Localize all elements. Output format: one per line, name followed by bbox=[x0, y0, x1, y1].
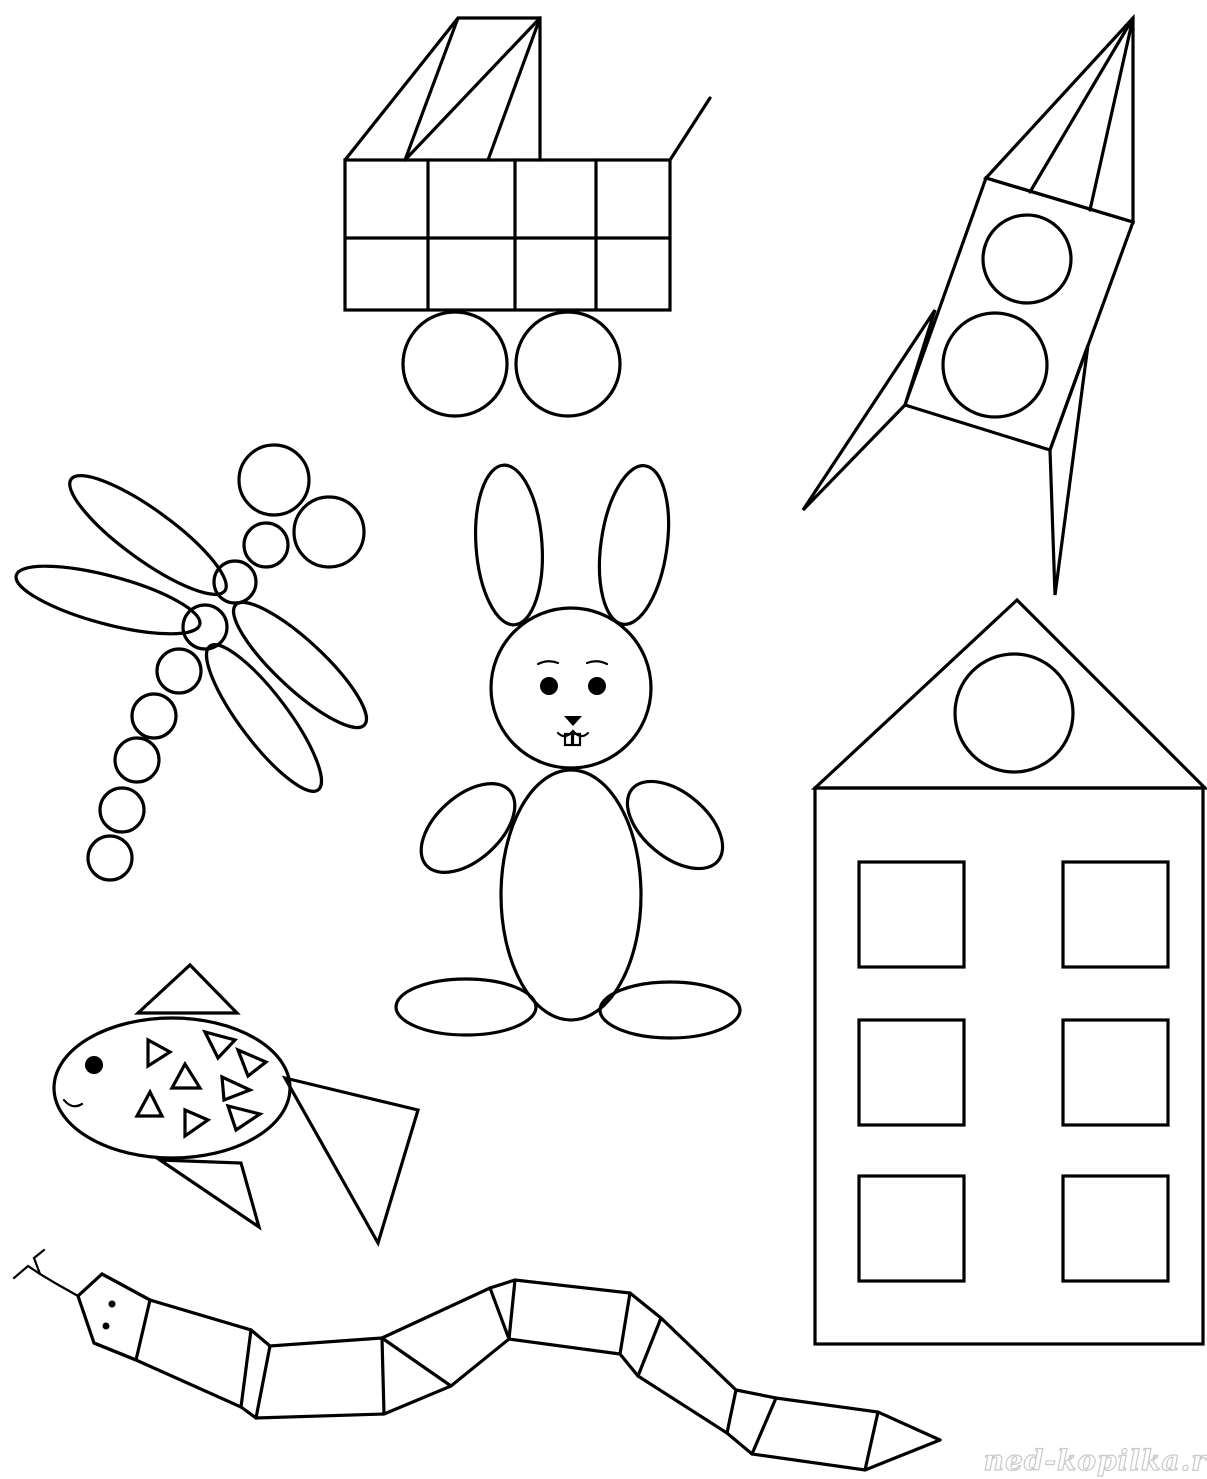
fish-bottom-fin bbox=[160, 1160, 259, 1227]
snake-segment-line bbox=[382, 1338, 384, 1414]
dragonfly-body-segment bbox=[115, 738, 159, 782]
truck-wheel-right bbox=[516, 312, 620, 416]
house-window bbox=[859, 862, 964, 967]
bunny-foot-left bbox=[396, 979, 536, 1035]
rocket-fin-left bbox=[803, 310, 935, 510]
dragonfly-wing-lower-left bbox=[10, 552, 206, 648]
snake-segment-line bbox=[638, 1318, 661, 1376]
dragonfly-wing-lower-right bbox=[191, 632, 338, 805]
bunny-eyebrow-left bbox=[538, 661, 558, 664]
house-figure bbox=[815, 600, 1205, 1344]
truck-handle bbox=[670, 98, 710, 160]
truck-cabin-line2 bbox=[405, 18, 540, 160]
fish-scale bbox=[228, 1106, 260, 1130]
truck-body bbox=[345, 160, 670, 310]
dragonfly-body-segment bbox=[214, 561, 256, 603]
dragonfly-body-segment bbox=[132, 694, 176, 738]
truck-cabin-line1 bbox=[405, 18, 458, 160]
fish-top-fin bbox=[138, 965, 237, 1013]
snake-eye bbox=[109, 1301, 116, 1308]
truck-figure bbox=[345, 18, 710, 416]
fish-mouth bbox=[64, 1100, 82, 1106]
truck-cabin-line3 bbox=[488, 18, 540, 160]
bunny-ear-left bbox=[470, 463, 547, 627]
bunny-ear-right bbox=[590, 461, 678, 629]
house-window bbox=[1063, 862, 1168, 967]
snake-segment-line bbox=[382, 1338, 451, 1386]
fish-eye bbox=[85, 1056, 103, 1074]
bunny-eye-right bbox=[588, 677, 606, 695]
bunny-foot-right bbox=[600, 982, 740, 1038]
snake-segment-line bbox=[865, 1412, 878, 1470]
snake-segment-line bbox=[490, 1288, 509, 1339]
house-window bbox=[1063, 1020, 1168, 1125]
bunny-eye-left bbox=[540, 677, 558, 695]
fish-scale bbox=[172, 1064, 200, 1088]
truck-cabin bbox=[345, 18, 540, 160]
house-window bbox=[859, 1020, 964, 1125]
fish-tail bbox=[285, 1078, 418, 1243]
dragonfly-wing-upper-right bbox=[219, 587, 380, 742]
dragonfly-body-segment bbox=[100, 788, 144, 832]
fish-scale bbox=[148, 1040, 170, 1066]
fish-scale bbox=[137, 1092, 162, 1116]
snake-tongue bbox=[14, 1266, 78, 1296]
house-window bbox=[859, 1176, 964, 1281]
fish-scale bbox=[185, 1110, 208, 1136]
snake-segment-line bbox=[752, 1398, 776, 1454]
snake-eye bbox=[103, 1323, 110, 1330]
snake-head bbox=[78, 1274, 150, 1360]
bunny-figure bbox=[396, 461, 740, 1038]
bunny-body bbox=[501, 770, 641, 1020]
watermark-text: ned-kopilka.r bbox=[983, 1444, 1207, 1477]
house-attic-window bbox=[955, 654, 1073, 772]
dragonfly-body-segment bbox=[88, 836, 132, 880]
snake-segment-line bbox=[620, 1293, 630, 1354]
rocket-window-bottom bbox=[943, 313, 1047, 417]
fish-figure bbox=[54, 965, 418, 1243]
snake-segment-line bbox=[241, 1330, 251, 1407]
dragonfly-body-segment bbox=[157, 649, 201, 693]
dragonfly-eye-right bbox=[294, 497, 364, 567]
rocket-fin-right bbox=[1050, 345, 1088, 595]
snake-segment-line bbox=[256, 1346, 270, 1418]
rocket-nose-line2 bbox=[1090, 18, 1133, 210]
rocket-body bbox=[905, 178, 1133, 450]
fish-scale bbox=[222, 1077, 250, 1100]
snake-segment-line bbox=[727, 1390, 736, 1433]
truck-wheel-left bbox=[403, 312, 507, 416]
bunny-nose bbox=[564, 716, 582, 726]
house-wall bbox=[815, 788, 1203, 1344]
rocket-nose-line1 bbox=[1030, 18, 1133, 192]
dragonfly-head bbox=[244, 523, 288, 567]
house-roof bbox=[815, 600, 1205, 788]
fish-scale bbox=[205, 1032, 235, 1058]
bunny-tooth-right bbox=[573, 734, 580, 745]
rocket-window-top bbox=[983, 215, 1071, 303]
house-window bbox=[1063, 1176, 1168, 1281]
fish-scale bbox=[238, 1050, 266, 1076]
snake-segment-line bbox=[509, 1280, 515, 1339]
rocket-figure bbox=[803, 18, 1133, 595]
bunny-eyebrow-right bbox=[587, 661, 607, 664]
snake-figure bbox=[14, 1250, 940, 1470]
dragonfly-body-segment bbox=[183, 605, 227, 649]
dragonfly-eye-top bbox=[239, 445, 309, 515]
dragonfly-figure bbox=[10, 445, 381, 880]
